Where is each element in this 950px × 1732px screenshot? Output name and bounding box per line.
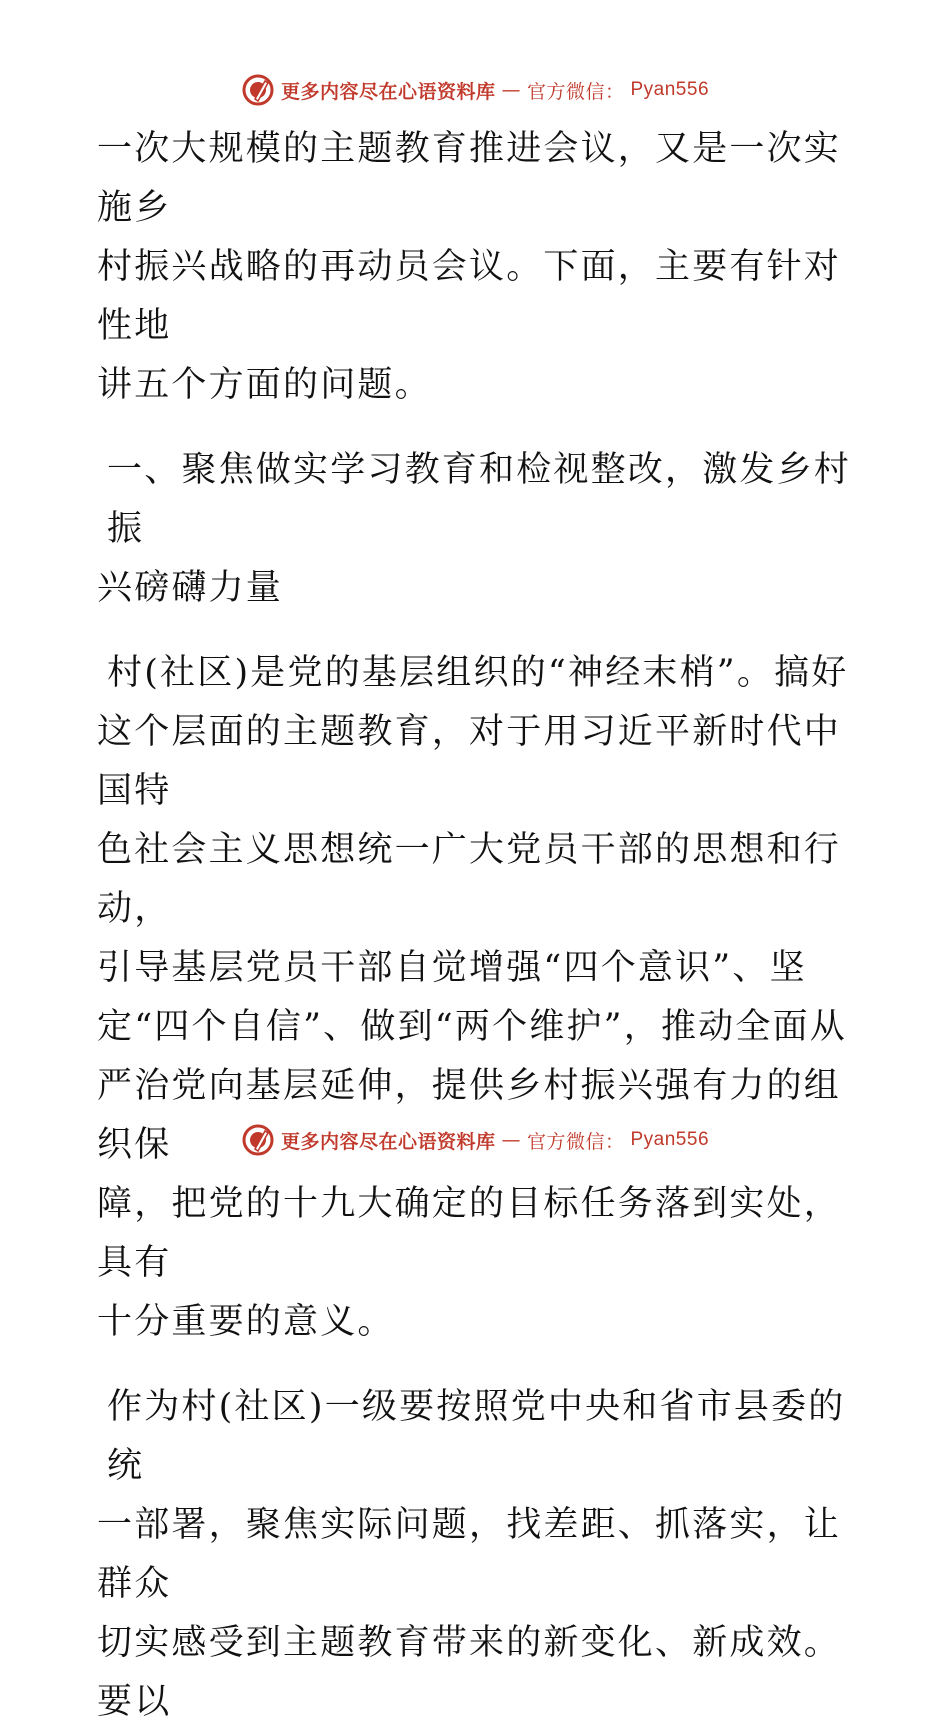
banner-wechat-label: 官方微信：	[526, 80, 625, 103]
text-line: 定“四个自信”、做到“两个维护”，推动全面从	[97, 1007, 847, 1047]
text-line: 色社会主义思想统一广大党员干部的思想和行动，	[97, 830, 842, 929]
text-line: 一次大规模的主题教育推进会议，又是一次实施乡	[97, 129, 842, 228]
banner-dash: —	[501, 79, 521, 101]
text-line: 十分重要的意义。	[97, 1302, 395, 1342]
text-line: 这个层面的主题教育，对于用习近平新时代中国特	[97, 712, 842, 811]
paragraph-1	[97, 120, 857, 415]
text-line: 讲五个方面的问题。	[97, 365, 432, 405]
text-line: 村振兴战略的再动员会议。下面，主要有针对性地	[97, 247, 842, 346]
paragraph-2	[97, 644, 857, 1352]
banner-handle: Pyan556	[630, 1129, 710, 1150]
text-line: 村(社区)是党的基层组织的“神经末梢”。搞好	[107, 653, 849, 693]
text-line: 一部署，聚焦实际问题，找差距、抓落实，让群众	[97, 1505, 842, 1604]
text-line: 切实感受到主题教育带来的新变化、新成效。要以	[97, 1623, 842, 1722]
footer-banner	[0, 1120, 950, 1160]
document-body	[97, 120, 857, 1732]
pen-seal-icon	[241, 73, 275, 107]
text-line: 引导基层党员干部自觉增强“四个意识”、坚	[97, 948, 807, 988]
section-heading-1	[97, 441, 857, 618]
banner-brand: 更多内容尽在心语资料库	[280, 80, 496, 103]
pen-seal-icon	[241, 1123, 275, 1157]
text-line: 严治党向基层延伸，提供乡村振兴强有力的组织保	[97, 1066, 842, 1165]
heading-line: 一、聚焦做实学习教育和检视整改，激发乡村振	[107, 450, 852, 549]
text-line: 作为村(社区)一级要按照党中央和省市县委的统	[107, 1387, 846, 1486]
text-line: 障，把党的十九大确定的目标任务落到实处，具有	[97, 1184, 842, 1283]
heading-line: 兴磅礴力量	[97, 568, 284, 608]
paragraph-3	[97, 1378, 857, 1732]
banner-wechat-label: 官方微信：	[526, 1130, 625, 1153]
banner-brand: 更多内容尽在心语资料库	[280, 1130, 496, 1153]
banner-dash: —	[501, 1129, 521, 1151]
header-banner	[0, 70, 950, 110]
banner-handle: Pyan556	[630, 79, 710, 100]
